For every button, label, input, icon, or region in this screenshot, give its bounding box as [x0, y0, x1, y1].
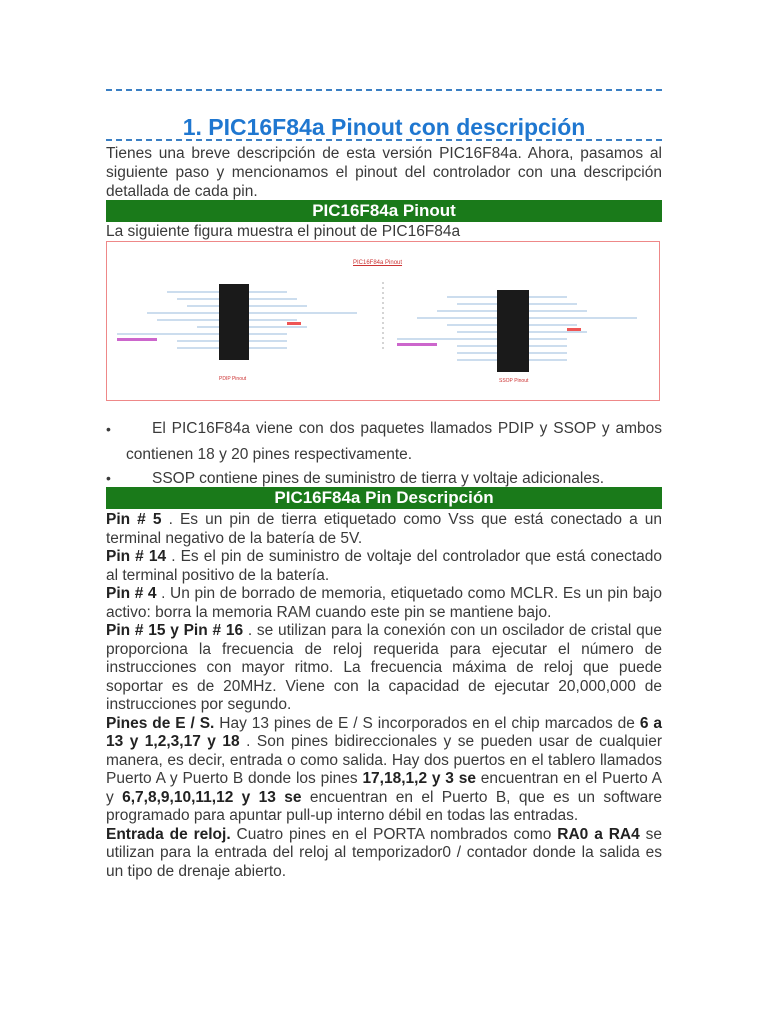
clock-text-1: Cuatro pines en el PORTA nombrados como: [230, 825, 558, 843]
pin-descriptions: [106, 511, 662, 881]
io-bold-2: 17,18,1,2 y 3 se: [362, 770, 476, 787]
pin-entry: [106, 511, 662, 548]
pin-label: Pin # 5: [106, 511, 162, 528]
figure-caption: La siguiente figura muestra el pinout de PIC16F84a: [106, 223, 461, 240]
figure-heading: PIC16F84a Pinout: [353, 260, 403, 266]
pin-text: . Un pin de borrado de memoria, etiquetado como MCLR. Es un pin bajo activo: borra la memoria RAM cuando este pin se mantiene bajo.: [106, 585, 662, 621]
io-text-3: encuentran en el Puerto A y: [106, 770, 662, 806]
pin-lines: [107, 242, 659, 400]
clock-text-2: se utilizan para la entrada del reloj al temporizador0 / contador donde la salida es un tipo de drenaje abierto.: [106, 825, 662, 880]
pin-label: Pin # 4: [106, 585, 157, 602]
bullet-item: [106, 469, 662, 488]
pin-label: Pin # 15 y Pin # 16: [106, 622, 244, 639]
bullet-text: SSOP contiene pines de suministro de tierra y voltaje adicionales.: [152, 470, 605, 487]
bullet-dot: •: [106, 470, 111, 486]
bullet-dot: •: [106, 421, 111, 437]
title-underline: [106, 139, 662, 141]
bullet-item: [106, 416, 662, 468]
pin-entry: [106, 622, 662, 715]
intro-paragraph: Tienes una breve descripción de esta versión PIC16F84a. Ahora, pasamos al siguiente paso y mencionamos el pinout del controlador con una descripción detallada de cada pin.: [106, 145, 662, 200]
io-bold-3: 6,7,8,9,10,11,12 y 13 se: [122, 788, 302, 806]
section-header-pinout: PIC16F84a Pinout: [106, 200, 662, 222]
pin-entry: [106, 585, 662, 622]
clock-entry: [106, 826, 662, 882]
io-text-4: encuentran en el Puerto B, que es un software programado para apuntar pull-up interno débil en todas las entradas.: [106, 788, 662, 824]
io-bold-1: 6 a 13 y 1,2,3,17 y 18: [106, 714, 662, 750]
pin-label: Pin # 14: [106, 548, 167, 565]
io-text-1: Hay 13 pines de E / S incorporados en el chip marcados de: [214, 714, 640, 732]
pin-text: . se utilizan para la conexión con un oscilador de cristal que proporciona la frecuencia de reloj requerida para ejecutar el número de instrucciones con mayor ritmo. La frecuencia máxima de reloj que puede soportar es de 20MHz. Viene con la capacidad de ejecutar 20,000,000 de instrucciones por segundo.: [106, 622, 662, 713]
pin-text: . Es el pin de suministro de voltaje del controlador que está conectado al terminal positivo de la batería.: [106, 548, 662, 584]
bullet-text: El PIC16F84a viene con dos paquetes llamados PDIP y SSOP y ambos contienen 18 y 20 pines respectivamente.: [126, 420, 662, 463]
io-label: Pines de E / S.: [106, 714, 215, 732]
page-title: 1. PIC16F84a Pinout con descripción: [182, 114, 586, 140]
pinout-figure: [106, 241, 660, 401]
clock-label: Entrada de reloj.: [106, 825, 231, 843]
top-divider: [106, 89, 662, 91]
clock-bold: RA0 a RA4: [557, 825, 640, 843]
io-text-2: . Son pines bidireccionales y se pueden usar de cualquier manera, es decir, entrada o como salida. Hay dos puertos en el tablero llamados Puerto A y Puerto B donde los pines: [106, 733, 663, 787]
section-header-pin-description: PIC16F84a Pin Descripción: [106, 487, 662, 509]
ssop-label: SSOP Pinout: [499, 378, 529, 384]
pin-entry: [106, 548, 662, 585]
pdip-label: PDIP Pinout: [219, 376, 247, 382]
io-entry: [106, 715, 662, 826]
pin-text: . Es un pin de tierra etiquetado como Vss que está conectado a un terminal negativo de la batería de 5V.: [106, 511, 663, 547]
